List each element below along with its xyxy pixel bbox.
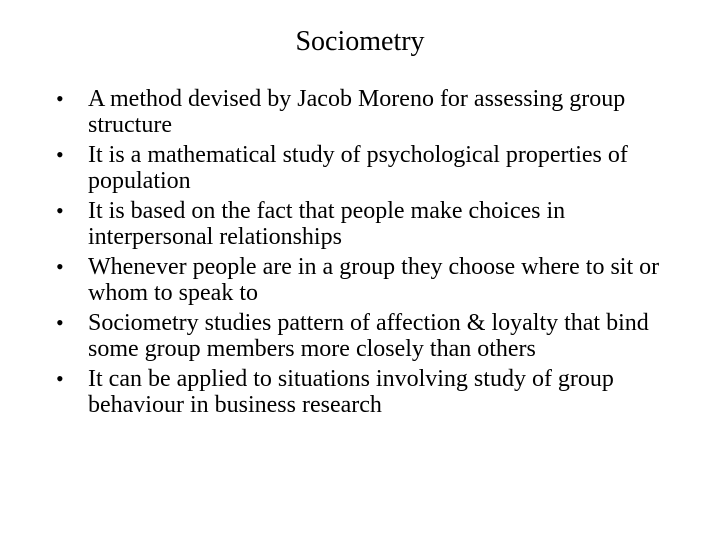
bullet-text: It is a mathematical study of psychological properties of population [88, 142, 628, 194]
bullet-icon: • [56, 86, 64, 111]
bullet-icon: • [56, 142, 64, 167]
bullet-icon: • [56, 366, 64, 391]
bullet-item [56, 254, 676, 306]
bullet-text: It can be applied to situations involving study of group behaviour in business research [88, 366, 614, 418]
bullet-item [56, 310, 676, 362]
bullet-text: Sociometry studies pattern of affection & loyalty that bind some group members more closely than others [88, 310, 649, 362]
bullet-icon: • [56, 254, 64, 279]
bullet-list [56, 86, 676, 422]
bullet-icon: • [56, 310, 64, 335]
bullet-item [56, 142, 676, 194]
bullet-item [56, 198, 676, 250]
bullet-item [56, 86, 676, 138]
slide-title: Sociometry [295, 26, 425, 57]
bullet-icon: • [56, 198, 64, 223]
bullet-text: Whenever people are in a group they choose where to sit or whom to speak to [88, 254, 660, 306]
bullet-text: A method devised by Jacob Moreno for assessing group structure [88, 86, 626, 138]
bullet-item [56, 366, 676, 418]
bullet-text: It is based on the fact that people make choices in interpersonal relationships [88, 198, 566, 250]
